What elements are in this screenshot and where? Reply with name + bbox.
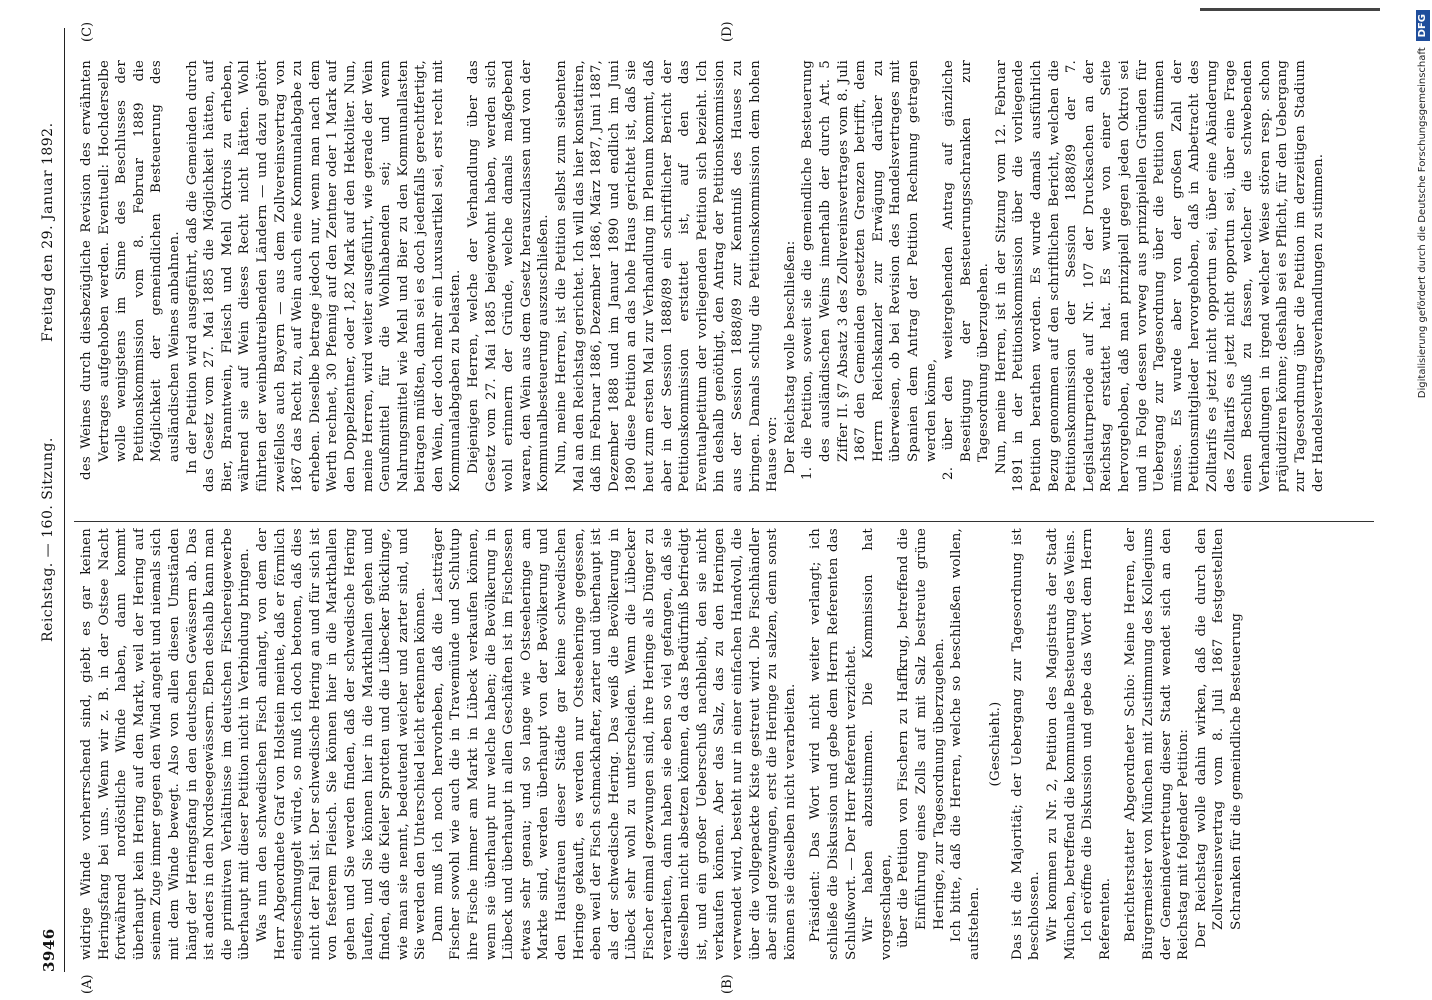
paragraph: über die Petition von Fischern zu Haffkrug, betreffend die Einführung eines Zolls auf mit Salz bestreute grüne Heringe, zur Tagesordnung überzugehen. (896, 528, 947, 948)
paragraph: Wir haben abzustimmen. Die Kommission hat vorgeschlagen, (861, 528, 894, 960)
digitization-note: Digitalisierung gefördert durch die Deutsche Forschungsgemeinschaft (1417, 47, 1428, 399)
stage-direction: (Geschieht.) (988, 701, 1004, 787)
dfg-logo: DFG (1416, 10, 1430, 41)
session-date: Freitag den 29. Januar 1892. (40, 122, 56, 342)
paragraph: Das ist die Majorität; der Uebergang zur Tagesordnung ist beschlossen. (1009, 528, 1043, 960)
paragraph: widrige Winde vorherrschend sind, giebt es gar keinen Heringsfang bei uns. Wenn wir z. B. in der Ostsee Nacht fortwährend nordöstliche Winde haben, dann kommt überhaupt kein Hering auf den Markt, weil der Hering auf seinem Zuge immer gegen den Wind angeht und niemals sich mit dem Winde bewegt. Also von allen diesen Umständen hängt der Heringsfang in den deutschen Gewässern ab. Das ist anders in den Nordseegewässern. Eben deshalb kann man die primitiven Verhältnisse im deutschen Fischereigewerbe überhaupt mit dieser Petition nicht in Verbindung bringen. (79, 528, 253, 960)
margin-marker-a: (A) (80, 974, 95, 994)
paragraph: Ich bitte, daß die Herren, welche so beschließen wollen, aufstehen. (949, 528, 982, 960)
margin-marker-b: (B) (720, 974, 735, 994)
paragraph: Nun, meine Herren, ist die Petition selbst zum siebenten Mal an den Reichstag gerichtet. Ich will das hier konstatiren, daß im Februar 1886, Dezember 1886, März 1887, Juni 1887, Dezember 1888 und im Januar 1890 und endlich im Juni 1890 diese Petition an das hohe Haus gerichtet ist, daß sie heut zum ersten Mal zur Verhandlung im Plenum kommt, daß aber in der Session 1888/89 ein schriftlicher Bericht der Petitionskommission erstattet ist, auf den das Eventualpetitum der vorliegenden Petition sich bezieht. Ich bin deshalb genöthigt, den Antrag der Petitionskommission aus der Session 1888/89 zur Kenntniß des Hauses zu bringen. Damals schlug die Petitionskommission dem hohen Hause vor: (554, 60, 781, 492)
paragraph: In der Petition wird ausgeführt, daß die Gemeinden durch das Gesetz vom 27. Mai 1885 die Möglichkeit hätten, auf Bier, Branntwein, Fleisch und Mehl Oktrois zu erheben, während sie auf Wein dieses Recht nicht hätten. Wohl führten der weinbautreibenden Ländern — und dazu gehört zweifellos auch Bayern — aus dem Zollvereinsvertrag von 1867 das Recht zu, auf Wein auch eine Kommunalabgabe zu erheben. Dieselbe betrage jedoch nur, wenn man nach dem Werth rechnet, 30 Pfennig auf den Zentner oder 1 Mark auf den Doppelzentner, oder 1,82 Mark auf den Hektoliter. Nun, meine Herren, wird weiter ausgeführt, wie gerade der Wein Genußmittel für die Wohlhabenden sei; und wenn Nahrungsmittel wie Mehl und Bier zu den Kommunallasten beitragen müßten, dann sei es doch jedenfalls gerechtfertigt, den Wein, der doch mehr ein Luxusartikel sei, erst recht mit Kommunalabgaben zu belasten. (184, 60, 464, 492)
list-item: 1. die Petition, soweit sie die gemeindliche Besteuerung des ausländischen Weins innerhalb der durch Art. 5 Ziffer II. §7 Absatz 3 des Zollvereinsvertrages vom 8. Juli 1867 den Gemeinden gesetzten Grenzen betrifft, dem Herrn Reichskanzler zur Erwägung darüber zu überweisen, ob bei Revision des Handelsvertrages mit Spanien dem Antrag der Petition Rechnung getragen werden könne, (800, 60, 939, 480)
paragraph: Wir kommen zu Nr. 2, Petition des Magistrats der Stadt München, betreffend die kommunale Besteuerung des Weins. (1045, 528, 1078, 960)
paragraph: Ich eröffne die Diskussion und gebe das Wort dem Herrn Referenten. (1080, 528, 1113, 960)
paragraph: Der Reichstag wolle dahin wirken, daß die durch den Zollvereinsvertrag vom 8. Juli 1867 festgestellten Schranken für die gemeindliche Besteuerung (1193, 528, 1244, 948)
column-divider (74, 521, 1374, 522)
paragraph: Berichterstatter Abgeordneter Schio: Meine Herren, der Bürgermeister von München mit Zustimmung des Kollegiums der Gemeindevertretung dieser Stadt wendet sich an den Reichstag mit folgender Petition: (1123, 528, 1192, 960)
margin-marker-d: (D) (720, 21, 735, 42)
session-title: Reichstag. — 160. Sitzung. (40, 437, 56, 642)
scan-edge-rule (1200, 8, 1380, 11)
margin-marker-c: (C) (80, 21, 95, 42)
right-column (78, 60, 1408, 492)
header-rule (64, 28, 65, 972)
left-column (78, 528, 1408, 960)
digitization-credit (1413, 0, 1432, 1000)
paragraph: Der Reichstag wolle beschließen: (782, 240, 798, 474)
paragraph: Präsident: Das Wort wird nicht weiter verlangt; ich schließe die Diskussion und gebe dem Herrn Referenten das Schlußwort. — Der Herr Referent verzichtet. (808, 528, 859, 960)
paragraph: des Weines durch diesbezügliche Revision des erwähnten Vertrages aufgehoben werden. Eventuell: Hochderselbe wolle wenigstens im Sinne des Beschlusses der Petitionskommission vom 8. Februar 1889 die Möglichkeit der gemeindlichen Besteuerung des ausländischen Weines anbahnen. (79, 60, 182, 480)
paragraph: Diejenigen Herren, welche der Verhandlung über das Gesetz vom 27. Mai 1885 beigewohnt haben, werden sich wohl erinnern der Gründe, welche damals maßgebend waren, den Wein aus dem Gesetz herauszulassen und von der Kommunalbesteuerung auszuschließen. (466, 60, 552, 492)
running-head (40, 28, 64, 972)
paragraph: Nun, meine Herren, ist in der Sitzung vom 12. Februar 1891 in der Petitionskommission über die vorliegende Petition berathen worden. Es wurde damals ausführlich Bezug genommen auf den schriftlichen Bericht, welchen die Petitionskommission der Session 1888/89 der 7. Legislaturperiode auf Nr. 107 der Drucksachen an der Reichstag erstattet hat. Es wurde von einer Seite hervorgehoben, daß man prinzipiell gegen jeden Oktroi sei und in Folge dessen vorweg aus prinzipiellen Gründen für Uebergang zur Tagesordnung über die Petition stimmen müsse. Es wurde aber von der großen Zahl der Petitionsmitglieder hervorgehoben, daß in Anbetracht des Zolltarifs es jetzt nicht opportun sei, über eine Abänderung des Zolltarifs es jetzt nicht opportun sei, über eine Frage einen Beschluß zu fassen, welcher die schwebenden Verhandlungen in irgend welcher Weise stören resp. schon präjudiziren könne; deshalb sei es Pflicht, für den Uebergang zur Tagesordnung über die Petition im derzeitigen Stadium der Handelsvertragsverhandlungen zu stimmen. (993, 60, 1326, 492)
list-item: 2. über den weitergehenden Antrag auf gänzliche Beseitigung der Besteuerungsschranken zur Tagesordnung überzugehen. (941, 60, 992, 480)
paragraph: Was nun den schwedischen Fisch anlangt, von dem der Herr Abgeordnete Graf von Holstein meinte, daß er förmlich eingeschmuggelt würde, so muß ich doch betonen, daß dies nicht der Fall ist. Der schwedische Hering an und für sich ist von festerem Fleisch. Sie können hier in die Markthallen gehen und Sie werden finden, daß der schwedische Hering laufen, und Sie können hier in die Markthallen gehen und finden, daß die Kieler Sprotten und die Lübecker Bücklinge, wie man sie nennt, bedeutend weicher und zarter sind, und Sie werden den Unterschied leicht erkennen können. (254, 528, 429, 960)
page-number: 3946 (40, 928, 58, 972)
digitization-strip (1413, 0, 1432, 1000)
paragraph: Dann muß ich noch hervorheben, daß die Lastträger Fischer sowohl wie auch die in Travemünde und Schlutup ihre Fische immer am Markt in Lübeck verkaufen können, wenn sie überhaupt nur welche haben; die Bevölkerung in Lübeck und überhaupt in allen Geschäften ist im Fischessen etwas sehr genau; und so lange wie Ostseeheringe am Markte sind, werden überhaupt von der Bevölkerung und den Hausfrauen dieser Städte gar keine schwedischen Heringe gekauft, es werden nur Ostseeheringe gegessen, eben weil der Fisch schmackhafter, zarter und überhaupt ist als der schwedische Hering. Das weiß die Bevölkerung in Lübeck sehr wohl zu unterscheiden. Wenn die Lübecker Fischer einmal gezwungen sind, ihre Heringe als Dünger zu verarbeiten, dann haben sie eben so viel gefangen, daß sie dieselben nicht absetzen können, da das Bedürfniß befriedigt ist, und ein großer Ueberschuß nachbleibt, den sie nicht verkaufen können. Aber das Salz, das zu den Heringen verwendet wird, besteht nur in einer einfachen Handvoll, die über die vollgepackte Kiste gestreut wird. Die Fischhändler aber sind gezwungen, erst die Heringe zu salzen, denn sonst können sie dieselben nicht verarbeiten. (430, 528, 798, 960)
